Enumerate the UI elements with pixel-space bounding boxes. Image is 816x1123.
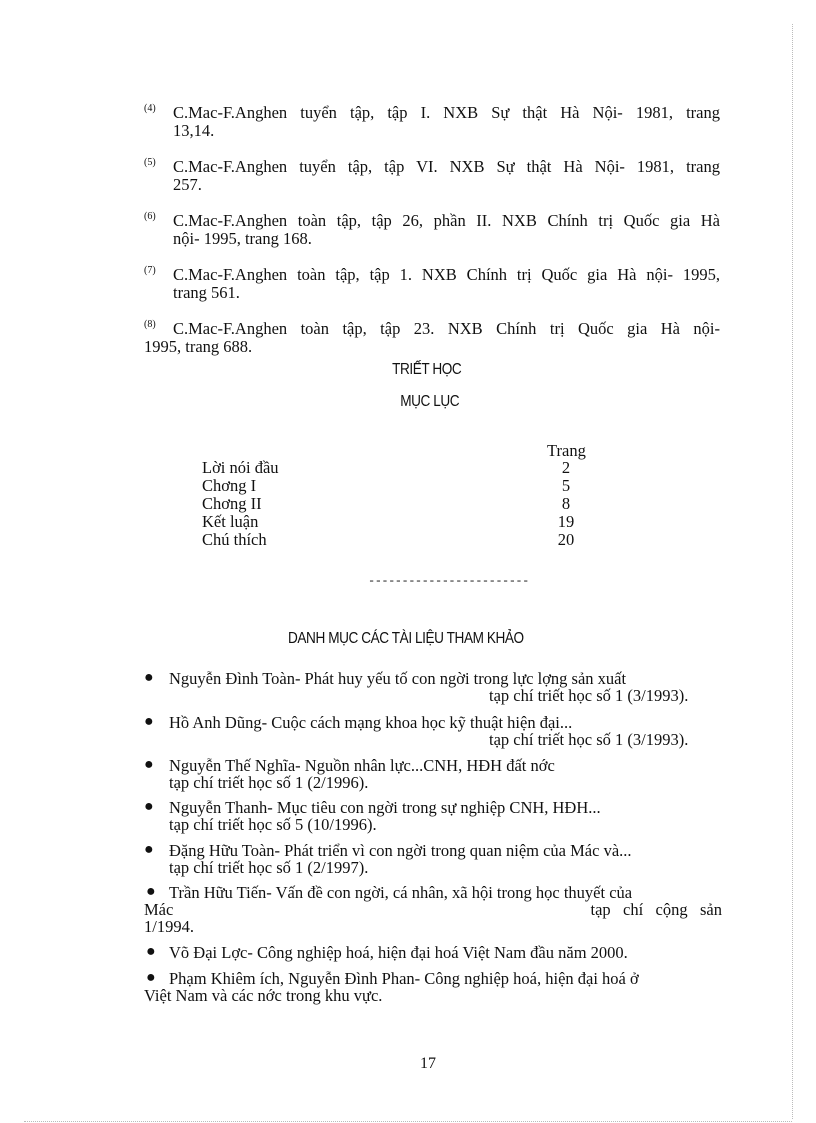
toc-entry-label: Chơng II <box>202 494 262 513</box>
reference-item <box>144 944 722 961</box>
reference-text: Nguyễn Thanh- Mục tiêu con ngời trong sự nghiệp CNH, HĐH... <box>169 798 601 817</box>
reference-text: Hồ Anh Dũng- Cuộc cách mạng khoa học kỹ thuật hiện đại... <box>169 713 573 732</box>
footnote-text: C.Mac-F.Anghen toàn tập, tập 23. NXB Chính trị Quốc gia Hà nội- <box>173 319 720 338</box>
toc-entry-label: Chú thích <box>202 530 267 549</box>
toc-entry-label: Lời nói đầu <box>202 458 279 477</box>
footnote-text-cont: nội- 1995, trang 168. <box>173 229 312 248</box>
document-title: TRIẾT HỌC <box>392 361 462 378</box>
bullet-icon: ● <box>144 713 154 730</box>
references-title: DANH MỤC CÁC TÀI LIỆU THAM KHẢO <box>288 630 524 647</box>
footnote-number: (5) <box>144 157 156 168</box>
reference-text: Nguyễn Thế Nghĩa- Nguồn nhân lực...CNH, HĐH đất nớc <box>169 756 555 775</box>
toc-entry-label: Kết luận <box>202 512 259 531</box>
page-border-right <box>792 24 793 1119</box>
reference-item <box>144 670 722 704</box>
footnote <box>144 158 720 194</box>
bullet-icon: ● <box>144 756 154 773</box>
footnote-number: (7) <box>144 265 156 276</box>
reference-text: Nguyễn Đình Toàn- Phát huy yếu tố con ngời trong lực lợng sản xuất <box>169 669 627 688</box>
page-number: 17 <box>420 1055 436 1072</box>
reference-text-cont: Mác <box>144 900 174 919</box>
footnote <box>144 104 720 140</box>
footnote-text-cont: trang 561. <box>173 283 240 302</box>
reference-item <box>144 842 722 876</box>
bullet-icon: ● <box>144 798 154 815</box>
bullet-icon: ● <box>146 943 156 960</box>
reference-item <box>144 799 722 833</box>
footnote-text: C.Mac-F.Anghen tuyển tập, tập I. NXB Sự thật Hà Nội- 1981, trang <box>173 103 720 122</box>
footnote-text: C.Mac-F.Anghen toàn tập, tập 26, phần II. NXB Chính trị Quốc gia Hà <box>173 211 720 230</box>
reference-source: tạp chí triết học số 1 (2/1996). <box>169 773 369 792</box>
footnote <box>144 266 720 302</box>
reference-text: Võ Đại Lợc- Công nghiệp hoá, hiện đại hoá Việt Nam đầu năm 2000. <box>169 943 628 962</box>
footnote <box>144 212 720 248</box>
toc-entry-page: 20 <box>557 530 575 549</box>
reference-text: Đặng Hữu Toàn- Phát triển vì con ngời trong quan niệm của Mác và... <box>169 841 632 860</box>
footnote-number: (8) <box>144 319 156 330</box>
footnote <box>144 320 720 356</box>
reference-item <box>144 970 722 1004</box>
footnote-number: (4) <box>144 103 156 114</box>
toc-entry-page: 2 <box>561 458 571 477</box>
reference-source-cont: 1/1994. <box>144 917 194 936</box>
reference-source: tạp chí triết học số 5 (10/1996). <box>169 815 377 834</box>
reference-item <box>144 757 722 791</box>
footnote-text-cont: 1995, trang 688. <box>144 337 253 356</box>
reference-item <box>144 884 722 935</box>
reference-text: Phạm Khiêm ích, Nguyễn Đình Phan- Công nghiệp hoá, hiện đại hoá ở <box>169 969 639 988</box>
bullet-icon: ● <box>146 969 156 986</box>
reference-text: Trần Hữu Tiến- Vấn đề con ngời, cá nhân, xã hội trong học thuyết của <box>169 883 633 902</box>
footnote-text-cont: 13,14. <box>173 121 215 140</box>
page-border-bottom <box>24 1121 792 1122</box>
reference-source: tạp chí cộng sản <box>590 900 722 919</box>
reference-source: tạp chí triết học số 1 (2/1997). <box>169 858 369 877</box>
footnote-text: C.Mac-F.Anghen tuyển tập, tập VI. NXB Sự thật Hà Nội- 1981, trang <box>173 157 720 176</box>
footnote-text-cont: 257. <box>173 175 202 194</box>
bullet-icon: ● <box>144 669 154 686</box>
toc-entry-page: 8 <box>561 494 571 513</box>
toc-entry-page: 5 <box>561 476 571 495</box>
reference-item <box>144 714 722 748</box>
toc-title: MỤC LỤC <box>400 393 460 410</box>
footnote-text: C.Mac-F.Anghen toàn tập, tập 1. NXB Chính trị Quốc gia Hà nội- 1995, <box>173 265 720 284</box>
bullet-icon: ● <box>144 841 154 858</box>
reference-source: tạp chí triết học số 1 (3/1993). <box>489 686 689 705</box>
section-separator: ------------------------ <box>368 574 529 588</box>
toc-entry-page: 19 <box>557 512 575 531</box>
reference-source: tạp chí triết học số 1 (3/1993). <box>489 730 689 749</box>
toc-entry-label: Chơng I <box>202 476 257 495</box>
footnote-number: (6) <box>144 211 156 222</box>
bullet-icon: ● <box>146 883 156 900</box>
toc-page-header: Trang <box>547 441 586 460</box>
reference-text-cont: Việt Nam và các nớc trong khu vực. <box>144 986 383 1005</box>
